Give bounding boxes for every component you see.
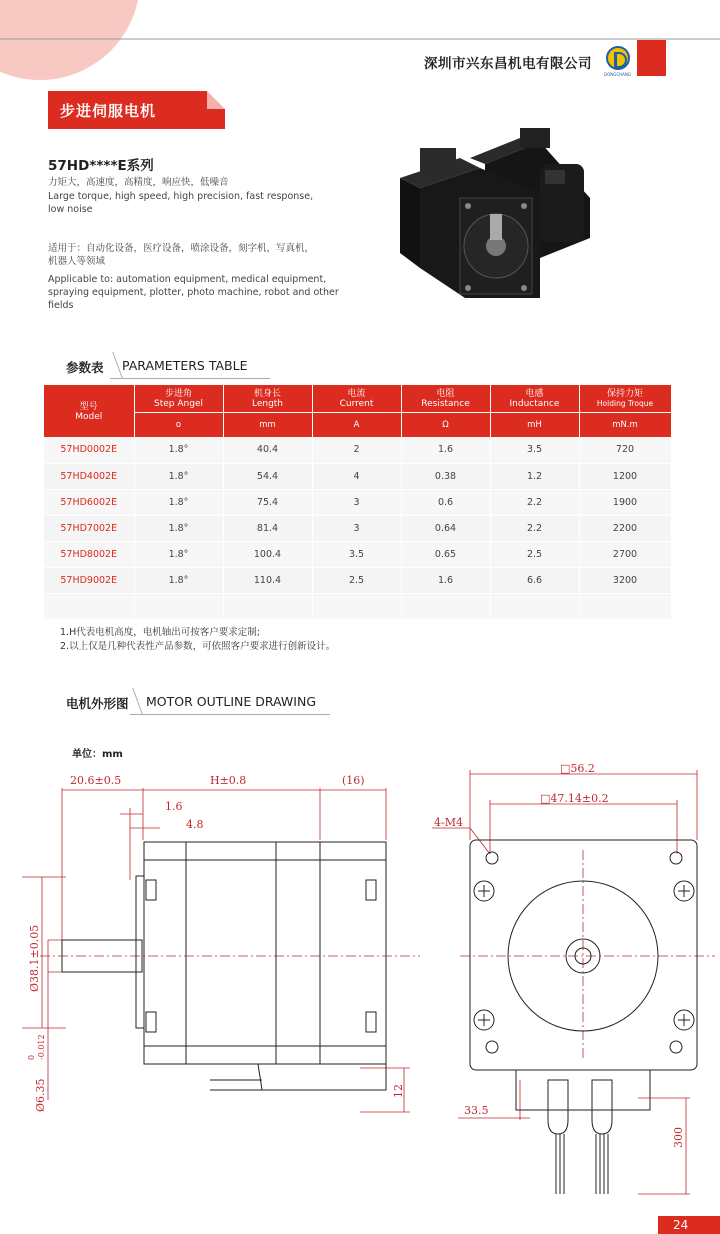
header-accent-block: [637, 40, 666, 76]
model-cell: 57HD9002E: [44, 567, 134, 593]
drawing-heading-cn: 电机外形图: [66, 696, 129, 711]
dim-rear-length: (16): [342, 774, 365, 787]
header-label-cn: 步进角: [164, 389, 192, 400]
model-cell: 57HD7002E: [44, 515, 134, 541]
table-cell: 1.8°: [134, 489, 223, 515]
dim-cable-length: 300: [672, 1127, 685, 1148]
dim-flange-thickness: 1.6: [165, 800, 183, 813]
table-cell: 1.2: [490, 463, 579, 489]
table-cell: 110.4: [223, 567, 312, 593]
table-cell: 0.64: [401, 515, 490, 541]
unit-label: 单位：mm: [72, 749, 123, 760]
table-cell: [223, 593, 312, 619]
params-heading-en: PARAMETERS TABLE: [122, 358, 248, 373]
table-cell: 2.2: [490, 515, 579, 541]
table-cell: 1.8°: [134, 515, 223, 541]
parameters-table: [44, 385, 672, 620]
dim-hole-pitch: □47.14±0.2: [540, 792, 609, 805]
header-label-cn: 型号: [79, 402, 98, 412]
table-cell: [490, 593, 579, 619]
table-cell: 3.5: [312, 541, 401, 567]
dim-mount-holes: 4-M4: [434, 816, 463, 829]
dim-body-length: H±0.8: [210, 774, 247, 787]
table-cell: 1.8°: [134, 463, 223, 489]
features-en-2: low noise: [48, 204, 93, 215]
dim-boss-diameter: Ø38.1±0.05: [28, 924, 41, 992]
features-en-1: Large torque, high speed, high precision, fast response,: [48, 191, 314, 202]
table-cell: 1.8°: [134, 541, 223, 567]
header-label-cn: 机身长: [253, 389, 281, 400]
dim-cable-offset: 33.5: [464, 1104, 489, 1117]
table-row: [44, 593, 671, 619]
table-cell: [579, 593, 671, 619]
table-cell: [312, 593, 401, 619]
applications-en-3: fields: [48, 300, 74, 311]
table-cell: 3: [312, 489, 401, 515]
params-heading-underline: [110, 378, 270, 379]
header-label-en: Resistance: [421, 399, 470, 410]
table-cell: 0.6: [401, 489, 490, 515]
dim-connector-height: 12: [392, 1084, 405, 1098]
category-title: 步进伺服电机: [60, 102, 157, 120]
header-label-en: Inductance: [509, 399, 560, 410]
notes: [60, 626, 335, 654]
header-resistance: [401, 385, 490, 412]
header-label-en: Length: [251, 399, 284, 410]
table-cell: 1.6: [401, 567, 490, 593]
dim-shaft-length: 20.6±0.5: [70, 774, 122, 787]
drawing-heading-underline: [130, 714, 330, 715]
heading-divider: [103, 352, 122, 378]
header-label-cn: 电流: [347, 389, 366, 400]
table-cell: 2.5: [490, 541, 579, 567]
unit-step-angle: o: [134, 412, 223, 437]
table-cell: 2.2: [490, 489, 579, 515]
header-label-en: Model: [75, 412, 103, 422]
dim-boss-height: 4.8: [186, 818, 204, 831]
model-cell: 57HD6002E: [44, 489, 134, 515]
unit-holding-torque: mN.m: [579, 412, 671, 437]
table-cell: 3200: [579, 567, 671, 593]
params-heading-cn: 参数表: [66, 360, 104, 375]
table-cell: 3: [312, 515, 401, 541]
motor-outline-drawing: [0, 760, 720, 1210]
applications-cn-2: 机器人等领域: [48, 256, 106, 267]
unit-length: mm: [223, 412, 312, 437]
table-cell: 40.4: [223, 437, 312, 463]
corner-decoration: [0, 0, 140, 80]
header-rule: [0, 38, 720, 40]
unit-current: A: [312, 412, 401, 437]
dim-shaft-diameter: Ø6.35: [34, 1078, 47, 1112]
motor-photo: [390, 128, 610, 303]
series-title: 57HD****E系列: [48, 158, 154, 174]
table-cell: 0.65: [401, 541, 490, 567]
drawing-heading-en: MOTOR OUTLINE DRAWING: [146, 694, 317, 709]
table-cell: 81.4: [223, 515, 312, 541]
model-cell: [44, 593, 134, 619]
table-cell: 3.5: [490, 437, 579, 463]
table-cell: 1200: [579, 463, 671, 489]
header-step-angle: [134, 385, 223, 412]
table-cell: 2700: [579, 541, 671, 567]
unit-inductance: mH: [490, 412, 579, 437]
table-cell: 100.4: [223, 541, 312, 567]
model-cell: 57HD8002E: [44, 541, 134, 567]
table-cell: 1.6: [401, 437, 490, 463]
table-row: [44, 489, 671, 515]
model-cell: 57HD4002E: [44, 463, 134, 489]
table-cell: 1.8°: [134, 567, 223, 593]
unit-resistance: Ω: [401, 412, 490, 437]
table-cell: [134, 593, 223, 619]
company-logo-icon: [606, 46, 630, 70]
dim-shaft-tol-lower: -0.012: [37, 1034, 46, 1060]
table-cell: 2200: [579, 515, 671, 541]
header-label-en: Holding Troque: [596, 399, 654, 409]
table-row: [44, 463, 671, 489]
header-holding-torque: [579, 385, 671, 412]
header-current: [312, 385, 401, 412]
features-cn: 力矩大，高速度，高精度，响应快，低噪音: [48, 177, 229, 188]
dim-shaft-tol-upper: 0: [27, 1054, 36, 1060]
header-inductance: [490, 385, 579, 412]
table-cell: 0.38: [401, 463, 490, 489]
table-cell: 4: [312, 463, 401, 489]
table-cell: 2: [312, 437, 401, 463]
note-2: 2.以上仅是几种代表性产品参数，可依照客户要求进行创新设计。: [60, 641, 336, 652]
table-cell: 75.4: [223, 489, 312, 515]
table-row: [44, 541, 671, 567]
dim-square-size: □56.2: [560, 762, 595, 775]
header-label-en: Step Angel: [154, 399, 203, 410]
header-model: [44, 385, 134, 437]
table-row: [44, 567, 671, 593]
table-cell: 720: [579, 437, 671, 463]
applications-en-2: spraying equipment, plotter, photo machine, robot and other: [48, 287, 339, 298]
header-label-cn: 电感: [525, 389, 544, 400]
table-cell: 1.8°: [134, 437, 223, 463]
banner-fold: [207, 91, 225, 109]
page-number-block: [658, 1216, 720, 1234]
table-cell: [401, 593, 490, 619]
page-number: 24: [673, 1218, 689, 1232]
table-cell: 6.6: [490, 567, 579, 593]
applications-cn-1: 适用于：自动化设备，医疗设备，喷涂设备，刻字机，写真机，: [48, 243, 315, 254]
header-label-en: Current: [339, 399, 374, 410]
table-row: [44, 437, 671, 463]
table-cell: 2.5: [312, 567, 401, 593]
note-1: 1.H代表电机高度，电机轴出可按客户要求定制;: [60, 627, 260, 638]
header-label-cn: 电阻: [436, 389, 455, 400]
company-name: 深圳市兴东昌机电有限公司: [424, 56, 592, 72]
logo-wordmark: DONGCHANG: [604, 72, 631, 77]
table-row: [44, 515, 671, 541]
table-cell: 1900: [579, 489, 671, 515]
model-cell: 57HD0002E: [44, 437, 134, 463]
table-cell: 54.4: [223, 463, 312, 489]
header-label-cn: 保持力矩: [606, 389, 643, 400]
header-length: [223, 385, 312, 412]
applications-en-1: Applicable to: automation equipment, medical equipment,: [48, 274, 327, 285]
